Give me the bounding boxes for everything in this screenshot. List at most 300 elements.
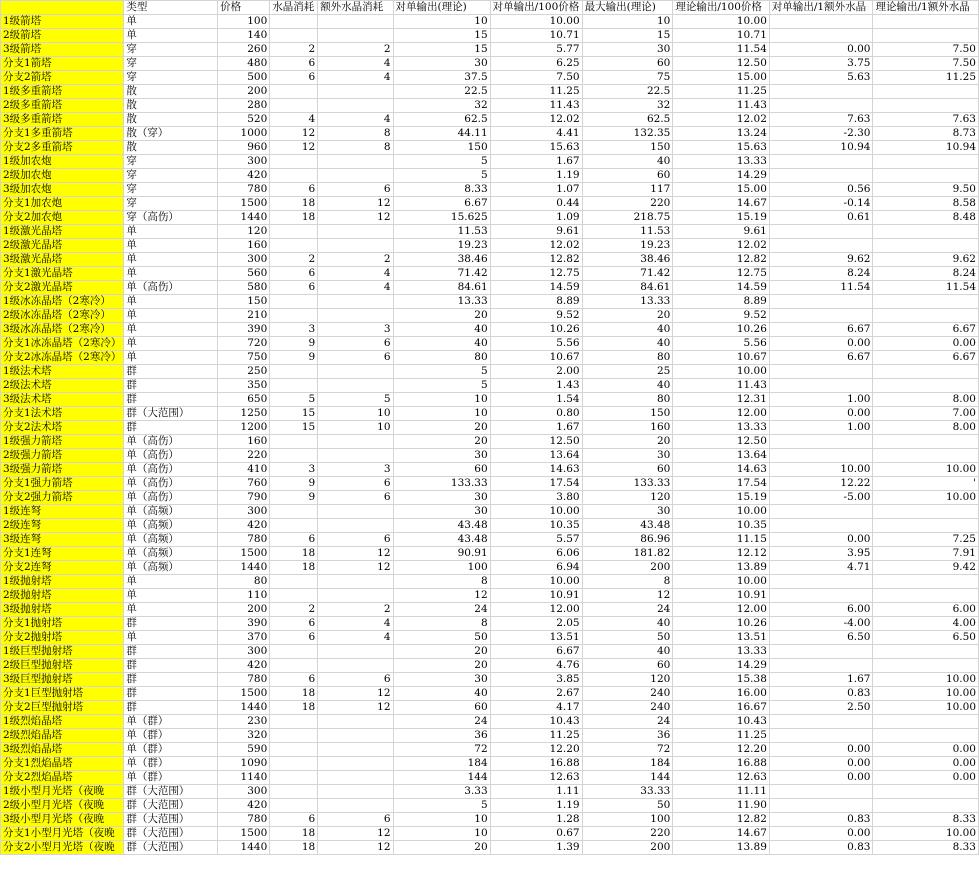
value-cell[interactable]: 10.00 bbox=[490, 575, 582, 589]
tower-name-cell[interactable]: 分支2烈焰晶塔 bbox=[1, 771, 124, 785]
value-cell[interactable]: 13.33 bbox=[673, 645, 770, 659]
value-cell[interactable]: 0.83 bbox=[769, 841, 873, 855]
value-cell[interactable]: 7.25 bbox=[873, 533, 979, 547]
value-cell[interactable] bbox=[769, 645, 873, 659]
value-cell[interactable]: 200 bbox=[582, 561, 673, 575]
tower-name-cell[interactable]: 1级小型月光塔（夜晚 bbox=[1, 785, 124, 799]
value-cell[interactable]: 12 bbox=[318, 827, 393, 841]
value-cell[interactable]: 7.50 bbox=[873, 57, 979, 71]
value-cell[interactable]: 30 bbox=[393, 57, 490, 71]
value-cell[interactable]: 10.94 bbox=[873, 141, 979, 155]
value-cell[interactable]: 15.19 bbox=[673, 211, 770, 225]
value-cell[interactable]: 12.00 bbox=[673, 407, 770, 421]
value-cell[interactable]: 10.71 bbox=[490, 29, 582, 43]
column-header[interactable]: 价格 bbox=[218, 1, 270, 15]
value-cell[interactable] bbox=[873, 799, 979, 813]
type-cell[interactable]: 单（群） bbox=[124, 743, 218, 757]
value-cell[interactable] bbox=[769, 799, 873, 813]
tower-name-cell[interactable]: 2级巨型抛射塔 bbox=[1, 659, 124, 673]
value-cell[interactable] bbox=[318, 29, 393, 43]
value-cell[interactable] bbox=[270, 239, 318, 253]
tower-name-cell[interactable]: 分支2小型月光塔（夜晚 bbox=[1, 841, 124, 855]
value-cell[interactable]: 350 bbox=[218, 379, 270, 393]
value-cell[interactable]: 220 bbox=[582, 827, 673, 841]
value-cell[interactable]: 12.50 bbox=[490, 435, 582, 449]
value-cell[interactable]: 10.91 bbox=[490, 589, 582, 603]
value-cell[interactable]: 0.00 bbox=[873, 743, 979, 757]
tower-name-cell[interactable]: 2级多重箭塔 bbox=[1, 99, 124, 113]
value-cell[interactable]: 6 bbox=[270, 281, 318, 295]
value-cell[interactable] bbox=[769, 239, 873, 253]
value-cell[interactable]: 8 bbox=[318, 127, 393, 141]
value-cell[interactable]: 1440 bbox=[218, 211, 270, 225]
value-cell[interactable]: 80 bbox=[218, 575, 270, 589]
value-cell[interactable]: 20 bbox=[393, 841, 490, 855]
value-cell[interactable] bbox=[873, 239, 979, 253]
tower-name-cell[interactable]: 分支1冰冻晶塔（2寒冷） bbox=[1, 337, 124, 351]
value-cell[interactable]: 3.80 bbox=[490, 491, 582, 505]
value-cell[interactable]: 9 bbox=[270, 351, 318, 365]
type-cell[interactable]: 群 bbox=[124, 687, 218, 701]
tower-name-cell[interactable]: 分支2加农炮 bbox=[1, 211, 124, 225]
tower-name-cell[interactable]: 3级抛射塔 bbox=[1, 603, 124, 617]
type-cell[interactable]: 群（大范围） bbox=[124, 799, 218, 813]
value-cell[interactable]: 4 bbox=[270, 113, 318, 127]
value-cell[interactable]: 580 bbox=[218, 281, 270, 295]
type-cell[interactable]: 单（群） bbox=[124, 715, 218, 729]
value-cell[interactable] bbox=[769, 785, 873, 799]
value-cell[interactable]: 43.48 bbox=[393, 519, 490, 533]
value-cell[interactable] bbox=[270, 743, 318, 757]
value-cell[interactable]: 36 bbox=[393, 729, 490, 743]
value-cell[interactable]: 6 bbox=[270, 57, 318, 71]
value-cell[interactable]: 13.51 bbox=[490, 631, 582, 645]
tower-name-cell[interactable]: 3级连弩 bbox=[1, 533, 124, 547]
value-cell[interactable] bbox=[873, 155, 979, 169]
tower-name-cell[interactable]: 3级多重箭塔 bbox=[1, 113, 124, 127]
value-cell[interactable]: 10.00 bbox=[673, 365, 770, 379]
value-cell[interactable]: 10.00 bbox=[673, 575, 770, 589]
value-cell[interactable]: 7.91 bbox=[873, 547, 979, 561]
value-cell[interactable]: 15 bbox=[393, 29, 490, 43]
value-cell[interactable] bbox=[270, 519, 318, 533]
value-cell[interactable] bbox=[769, 519, 873, 533]
value-cell[interactable]: 0.83 bbox=[769, 687, 873, 701]
value-cell[interactable]: 6.67 bbox=[393, 197, 490, 211]
column-header[interactable]: 水晶消耗 bbox=[270, 1, 318, 15]
value-cell[interactable]: 16.00 bbox=[673, 687, 770, 701]
value-cell[interactable]: 13.24 bbox=[673, 127, 770, 141]
type-cell[interactable]: 单 bbox=[124, 295, 218, 309]
value-cell[interactable]: 6.50 bbox=[873, 631, 979, 645]
value-cell[interactable]: 9.52 bbox=[490, 309, 582, 323]
value-cell[interactable]: 14.29 bbox=[673, 659, 770, 673]
column-header[interactable] bbox=[1, 1, 124, 15]
value-cell[interactable] bbox=[318, 365, 393, 379]
value-cell[interactable] bbox=[270, 365, 318, 379]
value-cell[interactable]: 6 bbox=[318, 813, 393, 827]
tower-name-cell[interactable]: 2级箭塔 bbox=[1, 29, 124, 43]
value-cell[interactable]: 40 bbox=[393, 323, 490, 337]
value-cell[interactable]: 12.02 bbox=[490, 113, 582, 127]
value-cell[interactable]: 6.00 bbox=[873, 603, 979, 617]
value-cell[interactable]: 38.46 bbox=[393, 253, 490, 267]
value-cell[interactable]: 6.67 bbox=[769, 351, 873, 365]
value-cell[interactable]: 5 bbox=[393, 365, 490, 379]
value-cell[interactable]: 10.35 bbox=[490, 519, 582, 533]
value-cell[interactable]: 780 bbox=[218, 673, 270, 687]
value-cell[interactable] bbox=[318, 519, 393, 533]
value-cell[interactable]: 4 bbox=[318, 57, 393, 71]
value-cell[interactable]: 0.00 bbox=[769, 43, 873, 57]
column-header[interactable]: 理论输出/1额外水晶 bbox=[873, 1, 979, 15]
value-cell[interactable] bbox=[270, 295, 318, 309]
type-cell[interactable]: 穿 bbox=[124, 43, 218, 57]
value-cell[interactable]: 2 bbox=[318, 43, 393, 57]
type-cell[interactable]: 散（穿） bbox=[124, 127, 218, 141]
tower-name-cell[interactable]: 3级加农炮 bbox=[1, 183, 124, 197]
column-header[interactable]: 对单输出/1额外水晶 bbox=[769, 1, 873, 15]
value-cell[interactable]: 8.33 bbox=[873, 841, 979, 855]
value-cell[interactable] bbox=[769, 85, 873, 99]
value-cell[interactable]: 1.09 bbox=[490, 211, 582, 225]
value-cell[interactable]: 0.00 bbox=[769, 407, 873, 421]
value-cell[interactable]: 12 bbox=[393, 589, 490, 603]
value-cell[interactable]: 0.80 bbox=[490, 407, 582, 421]
value-cell[interactable] bbox=[270, 435, 318, 449]
type-cell[interactable]: 穿 bbox=[124, 71, 218, 85]
value-cell[interactable]: 5 bbox=[270, 393, 318, 407]
value-cell[interactable] bbox=[270, 659, 318, 673]
value-cell[interactable]: 410 bbox=[218, 463, 270, 477]
value-cell[interactable]: 6 bbox=[318, 477, 393, 491]
value-cell[interactable]: 1.67 bbox=[490, 421, 582, 435]
value-cell[interactable]: 62.5 bbox=[582, 113, 673, 127]
value-cell[interactable]: 38.46 bbox=[582, 253, 673, 267]
value-cell[interactable]: 100 bbox=[582, 813, 673, 827]
value-cell[interactable] bbox=[769, 379, 873, 393]
value-cell[interactable]: 1500 bbox=[218, 827, 270, 841]
value-cell[interactable]: 780 bbox=[218, 533, 270, 547]
type-cell[interactable]: 单 bbox=[124, 267, 218, 281]
value-cell[interactable]: 12.50 bbox=[673, 57, 770, 71]
value-cell[interactable]: 3 bbox=[318, 323, 393, 337]
value-cell[interactable]: 10.91 bbox=[673, 589, 770, 603]
value-cell[interactable] bbox=[318, 589, 393, 603]
value-cell[interactable]: 140 bbox=[218, 29, 270, 43]
value-cell[interactable] bbox=[270, 757, 318, 771]
value-cell[interactable] bbox=[318, 295, 393, 309]
value-cell[interactable] bbox=[769, 169, 873, 183]
tower-name-cell[interactable]: 1级法术塔 bbox=[1, 365, 124, 379]
value-cell[interactable]: 960 bbox=[218, 141, 270, 155]
value-cell[interactable]: 15.19 bbox=[673, 491, 770, 505]
type-cell[interactable]: 单 bbox=[124, 575, 218, 589]
value-cell[interactable] bbox=[318, 155, 393, 169]
value-cell[interactable]: 13.64 bbox=[490, 449, 582, 463]
tower-name-cell[interactable]: 3级冰冻晶塔（2寒冷） bbox=[1, 323, 124, 337]
value-cell[interactable]: 0.00 bbox=[873, 771, 979, 785]
tower-name-cell[interactable]: 3级强力箭塔 bbox=[1, 463, 124, 477]
value-cell[interactable]: 240 bbox=[582, 687, 673, 701]
tower-name-cell[interactable]: 3级法术塔 bbox=[1, 393, 124, 407]
type-cell[interactable]: 单（群） bbox=[124, 757, 218, 771]
tower-name-cell[interactable]: 3级烈焰晶塔 bbox=[1, 743, 124, 757]
value-cell[interactable]: 33.33 bbox=[582, 785, 673, 799]
value-cell[interactable]: 220 bbox=[218, 449, 270, 463]
value-cell[interactable]: 15 bbox=[393, 43, 490, 57]
value-cell[interactable]: 6 bbox=[270, 183, 318, 197]
value-cell[interactable]: 2.67 bbox=[490, 687, 582, 701]
value-cell[interactable]: 32 bbox=[582, 99, 673, 113]
value-cell[interactable]: 10.26 bbox=[490, 323, 582, 337]
value-cell[interactable]: 11.53 bbox=[582, 225, 673, 239]
value-cell[interactable]: 0.00 bbox=[769, 827, 873, 841]
value-cell[interactable]: 18 bbox=[270, 701, 318, 715]
type-cell[interactable]: 散 bbox=[124, 141, 218, 155]
value-cell[interactable]: 1.07 bbox=[490, 183, 582, 197]
value-cell[interactable]: 2 bbox=[270, 603, 318, 617]
value-cell[interactable] bbox=[270, 449, 318, 463]
value-cell[interactable]: 10 bbox=[318, 421, 393, 435]
value-cell[interactable]: 11.25 bbox=[490, 729, 582, 743]
value-cell[interactable]: 6.06 bbox=[490, 547, 582, 561]
value-cell[interactable]: 9.62 bbox=[769, 253, 873, 267]
value-cell[interactable]: 40 bbox=[582, 379, 673, 393]
tower-name-cell[interactable]: 分支1强力箭塔 bbox=[1, 477, 124, 491]
value-cell[interactable]: 12 bbox=[270, 127, 318, 141]
value-cell[interactable]: 30 bbox=[393, 505, 490, 519]
value-cell[interactable] bbox=[873, 309, 979, 323]
value-cell[interactable] bbox=[318, 575, 393, 589]
value-cell[interactable]: 6 bbox=[270, 617, 318, 631]
value-cell[interactable]: 4 bbox=[318, 113, 393, 127]
value-cell[interactable]: 560 bbox=[218, 267, 270, 281]
value-cell[interactable]: 8.00 bbox=[873, 421, 979, 435]
value-cell[interactable]: 20 bbox=[393, 659, 490, 673]
value-cell[interactable]: 390 bbox=[218, 323, 270, 337]
value-cell[interactable]: 14.67 bbox=[673, 827, 770, 841]
value-cell[interactable]: 17.54 bbox=[490, 477, 582, 491]
value-cell[interactable]: 300 bbox=[218, 785, 270, 799]
value-cell[interactable]: 1.67 bbox=[769, 673, 873, 687]
value-cell[interactable] bbox=[270, 169, 318, 183]
value-cell[interactable]: 144 bbox=[393, 771, 490, 785]
tower-name-cell[interactable]: 分支2箭塔 bbox=[1, 71, 124, 85]
value-cell[interactable]: 760 bbox=[218, 477, 270, 491]
value-cell[interactable]: 117 bbox=[582, 183, 673, 197]
value-cell[interactable]: 10.00 bbox=[873, 491, 979, 505]
value-cell[interactable]: 20 bbox=[393, 421, 490, 435]
value-cell[interactable] bbox=[270, 589, 318, 603]
value-cell[interactable]: 11.54 bbox=[673, 43, 770, 57]
value-cell[interactable]: 3 bbox=[270, 463, 318, 477]
value-cell[interactable]: 62.5 bbox=[393, 113, 490, 127]
type-cell[interactable]: 单（群） bbox=[124, 729, 218, 743]
value-cell[interactable]: 11.54 bbox=[769, 281, 873, 295]
tower-name-cell[interactable]: 1级强力箭塔 bbox=[1, 435, 124, 449]
value-cell[interactable]: 40 bbox=[393, 337, 490, 351]
value-cell[interactable]: 13.33 bbox=[393, 295, 490, 309]
value-cell[interactable] bbox=[270, 85, 318, 99]
value-cell[interactable] bbox=[873, 729, 979, 743]
value-cell[interactable] bbox=[270, 379, 318, 393]
value-cell[interactable]: 30 bbox=[582, 43, 673, 57]
value-cell[interactable] bbox=[873, 365, 979, 379]
value-cell[interactable] bbox=[270, 785, 318, 799]
value-cell[interactable]: 9 bbox=[270, 337, 318, 351]
value-cell[interactable]: 420 bbox=[218, 659, 270, 673]
value-cell[interactable]: 0.83 bbox=[769, 813, 873, 827]
value-cell[interactable]: 2.05 bbox=[490, 617, 582, 631]
value-cell[interactable]: 6 bbox=[318, 673, 393, 687]
value-cell[interactable]: 10.00 bbox=[873, 827, 979, 841]
value-cell[interactable]: 10.67 bbox=[490, 351, 582, 365]
value-cell[interactable]: 30 bbox=[582, 449, 673, 463]
value-cell[interactable]: 12 bbox=[318, 547, 393, 561]
value-cell[interactable]: 0.44 bbox=[490, 197, 582, 211]
tower-name-cell[interactable]: 1级箭塔 bbox=[1, 15, 124, 29]
value-cell[interactable]: 84.61 bbox=[582, 281, 673, 295]
value-cell[interactable]: 15.38 bbox=[673, 673, 770, 687]
value-cell[interactable]: 17.54 bbox=[673, 477, 770, 491]
value-cell[interactable]: 5.57 bbox=[490, 533, 582, 547]
value-cell[interactable]: 6 bbox=[270, 267, 318, 281]
value-cell[interactable] bbox=[318, 771, 393, 785]
value-cell[interactable]: 10.00 bbox=[873, 673, 979, 687]
value-cell[interactable] bbox=[318, 729, 393, 743]
tower-name-cell[interactable]: 3级箭塔 bbox=[1, 43, 124, 57]
column-header[interactable]: 对单输出/100价格 bbox=[490, 1, 582, 15]
value-cell[interactable]: 4 bbox=[318, 631, 393, 645]
value-cell[interactable] bbox=[873, 659, 979, 673]
value-cell[interactable] bbox=[270, 715, 318, 729]
value-cell[interactable]: 300 bbox=[218, 253, 270, 267]
value-cell[interactable] bbox=[318, 169, 393, 183]
value-cell[interactable]: 300 bbox=[218, 645, 270, 659]
value-cell[interactable] bbox=[769, 309, 873, 323]
value-cell[interactable]: 5 bbox=[318, 393, 393, 407]
value-cell[interactable]: 16.67 bbox=[673, 701, 770, 715]
value-cell[interactable]: 10.00 bbox=[490, 505, 582, 519]
tower-name-cell[interactable]: 分支1加农炮 bbox=[1, 197, 124, 211]
type-cell[interactable]: 单（高频） bbox=[124, 547, 218, 561]
value-cell[interactable]: 10.94 bbox=[769, 141, 873, 155]
value-cell[interactable]: 13.33 bbox=[673, 421, 770, 435]
value-cell[interactable]: 6 bbox=[318, 351, 393, 365]
value-cell[interactable]: 15.63 bbox=[490, 141, 582, 155]
type-cell[interactable]: 单 bbox=[124, 225, 218, 239]
value-cell[interactable]: 420 bbox=[218, 519, 270, 533]
value-cell[interactable] bbox=[769, 365, 873, 379]
value-cell[interactable]: 9 bbox=[270, 477, 318, 491]
value-cell[interactable] bbox=[873, 715, 979, 729]
column-header[interactable]: 理论输出/100价格 bbox=[673, 1, 770, 15]
value-cell[interactable]: 14.59 bbox=[490, 281, 582, 295]
tower-name-cell[interactable]: 1级巨型抛射塔 bbox=[1, 645, 124, 659]
value-cell[interactable]: 12.20 bbox=[673, 743, 770, 757]
type-cell[interactable]: 单（高伤） bbox=[124, 281, 218, 295]
type-cell[interactable]: 单（高伤） bbox=[124, 435, 218, 449]
value-cell[interactable] bbox=[270, 15, 318, 29]
type-cell[interactable]: 单 bbox=[124, 323, 218, 337]
type-cell[interactable]: 群 bbox=[124, 617, 218, 631]
value-cell[interactable] bbox=[769, 295, 873, 309]
value-cell[interactable]: 370 bbox=[218, 631, 270, 645]
value-cell[interactable]: 10.00 bbox=[769, 463, 873, 477]
value-cell[interactable]: 11.43 bbox=[673, 99, 770, 113]
type-cell[interactable]: 单 bbox=[124, 351, 218, 365]
value-cell[interactable]: 12.12 bbox=[673, 547, 770, 561]
type-cell[interactable]: 单（高频） bbox=[124, 561, 218, 575]
value-cell[interactable]: 4.17 bbox=[490, 701, 582, 715]
value-cell[interactable]: 36 bbox=[582, 729, 673, 743]
value-cell[interactable]: 12.75 bbox=[673, 267, 770, 281]
value-cell[interactable]: 60 bbox=[582, 463, 673, 477]
value-cell[interactable]: 18 bbox=[270, 197, 318, 211]
type-cell[interactable]: 穿 bbox=[124, 183, 218, 197]
value-cell[interactable] bbox=[318, 225, 393, 239]
tower-name-cell[interactable]: 2级法术塔 bbox=[1, 379, 124, 393]
value-cell[interactable]: 6.94 bbox=[490, 561, 582, 575]
value-cell[interactable]: 20 bbox=[582, 309, 673, 323]
value-cell[interactable]: 86.96 bbox=[582, 533, 673, 547]
value-cell[interactable]: 1.67 bbox=[490, 155, 582, 169]
value-cell[interactable]: 6.67 bbox=[873, 323, 979, 337]
value-cell[interactable]: 30 bbox=[582, 505, 673, 519]
value-cell[interactable]: 30 bbox=[393, 673, 490, 687]
value-cell[interactable]: 11.25 bbox=[673, 85, 770, 99]
value-cell[interactable] bbox=[873, 99, 979, 113]
value-cell[interactable]: 150 bbox=[393, 141, 490, 155]
value-cell[interactable] bbox=[873, 645, 979, 659]
value-cell[interactable]: 12.22 bbox=[769, 477, 873, 491]
type-cell[interactable]: 散 bbox=[124, 113, 218, 127]
value-cell[interactable]: 84.61 bbox=[393, 281, 490, 295]
value-cell[interactable]: 43.48 bbox=[393, 533, 490, 547]
value-cell[interactable]: 200 bbox=[218, 85, 270, 99]
tower-name-cell[interactable]: 分支1小型月光塔（夜晚 bbox=[1, 827, 124, 841]
tower-name-cell[interactable]: 1级抛射塔 bbox=[1, 575, 124, 589]
value-cell[interactable]: 133.33 bbox=[582, 477, 673, 491]
value-cell[interactable]: 1500 bbox=[218, 547, 270, 561]
value-cell[interactable]: 7.50 bbox=[490, 71, 582, 85]
value-cell[interactable]: 6 bbox=[270, 631, 318, 645]
value-cell[interactable]: 19.23 bbox=[393, 239, 490, 253]
tower-name-cell[interactable]: 1级多重箭塔 bbox=[1, 85, 124, 99]
value-cell[interactable] bbox=[318, 757, 393, 771]
value-cell[interactable]: 12.20 bbox=[490, 743, 582, 757]
value-cell[interactable]: 1000 bbox=[218, 127, 270, 141]
value-cell[interactable] bbox=[270, 729, 318, 743]
value-cell[interactable]: 3 bbox=[270, 323, 318, 337]
tower-name-cell[interactable]: 分支1烈焰晶塔 bbox=[1, 757, 124, 771]
value-cell[interactable]: 50 bbox=[582, 799, 673, 813]
tower-name-cell[interactable]: 分支2抛射塔 bbox=[1, 631, 124, 645]
value-cell[interactable]: 12.82 bbox=[490, 253, 582, 267]
value-cell[interactable]: 11.43 bbox=[673, 379, 770, 393]
value-cell[interactable] bbox=[873, 225, 979, 239]
type-cell[interactable]: 单（高伤） bbox=[124, 491, 218, 505]
value-cell[interactable]: 40 bbox=[582, 645, 673, 659]
value-cell[interactable]: 2 bbox=[318, 253, 393, 267]
value-cell[interactable]: 10.26 bbox=[673, 617, 770, 631]
tower-name-cell[interactable]: 1级连弩 bbox=[1, 505, 124, 519]
value-cell[interactable]: 11.43 bbox=[490, 99, 582, 113]
value-cell[interactable]: 50 bbox=[393, 631, 490, 645]
value-cell[interactable]: 11.25 bbox=[490, 85, 582, 99]
value-cell[interactable]: 1.43 bbox=[490, 379, 582, 393]
